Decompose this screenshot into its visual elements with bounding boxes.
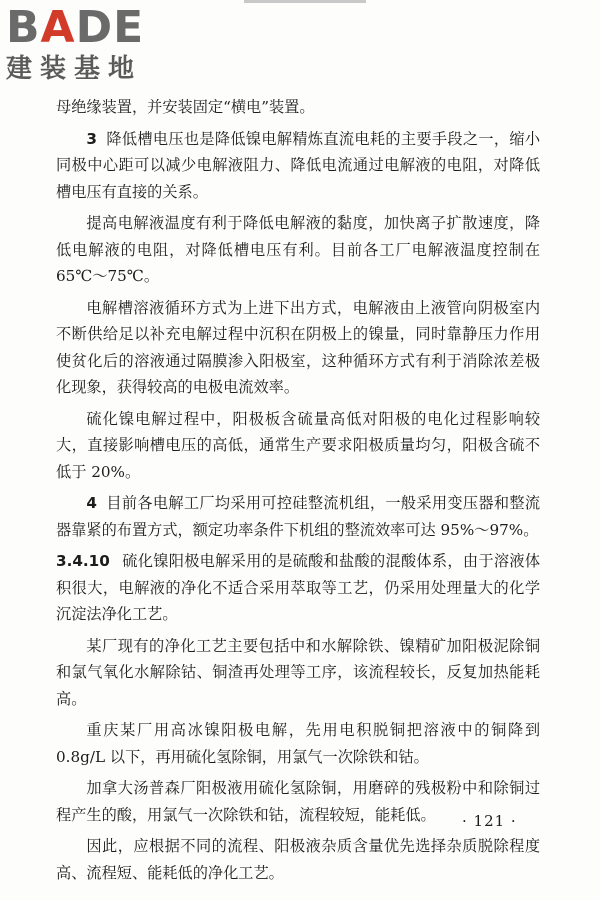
paragraph-text: 目前各电解工厂均采用可控硅整流机组，一般采用变压器和整流器靠紧的布置方式，额定功率条件下机组的整流效率可达 95%～97%。: [56, 494, 540, 539]
paragraph-text: 硫化镍电解过程中，阳极板含硫量高低对阳极的电化过程影响较大，直接影响槽电压的高低，通常生产要求阳极质量均匀，阳极含硫不低于 20%。: [56, 409, 540, 481]
paragraph: [56, 94, 540, 121]
paragraph-text: 重庆某厂用高冰镍阳极电解，先用电积脱铜把溶液中的铜降到 0.8g/L 以下，再用硫化氢除铜，用氯气一次除铁和钴。: [56, 721, 540, 766]
paragraph: [56, 406, 540, 486]
item-number: 4: [86, 494, 97, 512]
numbered-paragraph: [56, 490, 540, 543]
top-edge-mark: [244, 0, 366, 3]
paragraph-text: 母绝缘装置，并安装固定“横电”装置。: [56, 98, 315, 116]
section-number: 3.4.10: [56, 552, 110, 570]
paragraph: [56, 210, 540, 290]
paragraph-text: 加拿大汤普森厂阳极液用硫化氢除铜，用磨碎的残极粉中和除铜过程产生的酸，用氯气一次除铁和钴，流程较短，能耗低。: [56, 779, 540, 824]
paragraph-text: 提高电解液温度有利于降低电解液的黏度，加快离子扩散速度，降低电解液的电阻，对降低槽电压有利。目前各工厂电解液温度控制在 65℃～75℃。: [56, 214, 540, 285]
paragraph-text: 硫化镍阳极电解采用的是硫酸和盐酸的混酸体系，由于溶液体积很大，电解液的净化不适合采用萃取等工艺，仍采用处理量大的化学沉淀法净化工艺。: [56, 552, 540, 623]
paragraph: [56, 717, 540, 770]
logo-wordmark: [6, 4, 176, 52]
paragraph-text: 电解槽溶液循环方式为上进下出方式，电解液由上液管向阴极室内不断供给足以补充电解过程中沉积在阴极上的镍量，同时靠静压力作用使贫化后的溶液通过隔膜渗入阳极室，这种循环方式有利于消除浓差极化现象，获得较高的电极电流效率。: [56, 298, 540, 396]
paragraph: [56, 833, 540, 886]
page-body: [56, 94, 540, 891]
paragraph-text: 降低槽电压也是降低镍电解精炼直流电耗的主要手段之一，缩小同极中心距可以减少电解液阻力、降低电流通过电解液的电阻，对降低槽电压有直接的关系。: [56, 129, 540, 201]
brand-logo: [6, 4, 176, 86]
item-number: 3: [86, 129, 97, 148]
logo-letters-suffix: DE: [75, 2, 145, 53]
section-paragraph: [56, 548, 540, 628]
logo-letter-accent: A: [40, 2, 76, 53]
paragraph-text: 因此，应根据不同的流程、阳极液杂质含量优先选择杂质脱除程度高、流程短、能耗低的净化工艺。: [56, 837, 540, 882]
page-number: · 121 ·: [462, 812, 517, 830]
paragraph-text: 某厂现有的净化工艺主要包括中和水解除铁、镍精矿加阳极泥除铜和氯气氧化水解除钴、铜渣再处理等工序，该流程较长，反复加热能耗高。: [56, 636, 540, 708]
numbered-paragraph: [56, 126, 540, 206]
paragraph: [56, 633, 540, 713]
logo-letters-prefix: B: [6, 2, 41, 53]
paragraph: [56, 295, 540, 401]
logo-subtitle: 建装基地: [6, 54, 143, 84]
